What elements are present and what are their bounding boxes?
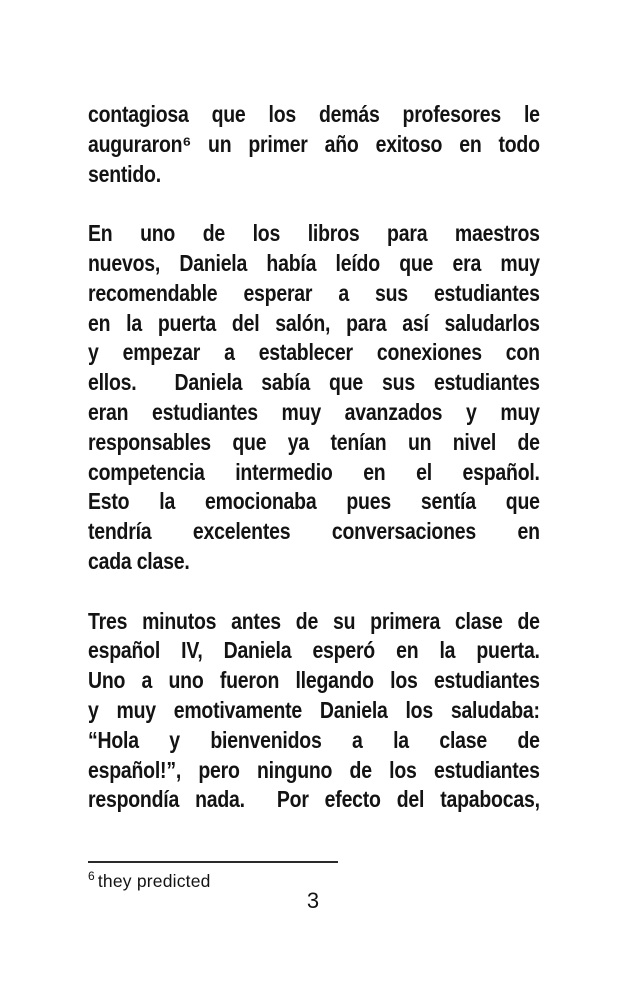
footnote-marker: 6 — [88, 869, 95, 884]
body-text — [88, 100, 540, 815]
text-line: “Hola y bienvenidos a la clase de — [88, 726, 540, 753]
text-line: en la puerta del salón, para así saludarlos — [88, 309, 540, 336]
text-line: español!”, pero ninguno de los estudiantes — [88, 756, 540, 783]
text-line: respondía nada. Por efecto del tapabocas, — [88, 786, 540, 813]
text-line: Tres minutos antes de su primera clase de — [88, 607, 540, 634]
text-line: contagiosa que los demás profesores le — [88, 101, 540, 127]
text-line: y empezar a establecer conexiones con — [88, 339, 540, 366]
footnote-separator-rule — [88, 861, 338, 863]
footnote-text: they predicted — [97, 871, 211, 891]
paragraph — [88, 607, 540, 816]
text-line: eran estudiantes muy avanzados y muy — [88, 398, 540, 425]
paragraph — [88, 100, 540, 189]
text-line: responsables que ya tenían un nivel de — [88, 428, 540, 455]
text-line: tendría excelentes conversaciones en — [88, 518, 540, 545]
page-number: 3 — [306, 888, 320, 913]
text-line: cada clase. — [88, 547, 190, 574]
text-line: Uno a uno fueron llegando los estudiantes — [88, 667, 540, 694]
text-line: competencia intermedio en el español. — [88, 458, 540, 485]
text-line: y muy emotivamente Daniela los saludaba: — [88, 696, 540, 723]
text-line: nuevos, Daniela había leído que era muy — [88, 249, 540, 276]
paragraph — [88, 219, 540, 577]
text-line: sentido. — [88, 160, 161, 187]
text-line: recomendable esperar a sus estudiantes — [88, 279, 540, 306]
text-line: En uno de los libros para maestros — [88, 220, 540, 247]
text-line: español IV, Daniela esperó en la puerta. — [88, 637, 540, 664]
text-line: Esto la emocionaba pues sentía que — [88, 488, 540, 515]
text-line: ellos. Daniela sabía que sus estudiantes — [88, 369, 540, 396]
text-line: auguraron⁶ un primer año exitoso en todo — [88, 130, 540, 157]
